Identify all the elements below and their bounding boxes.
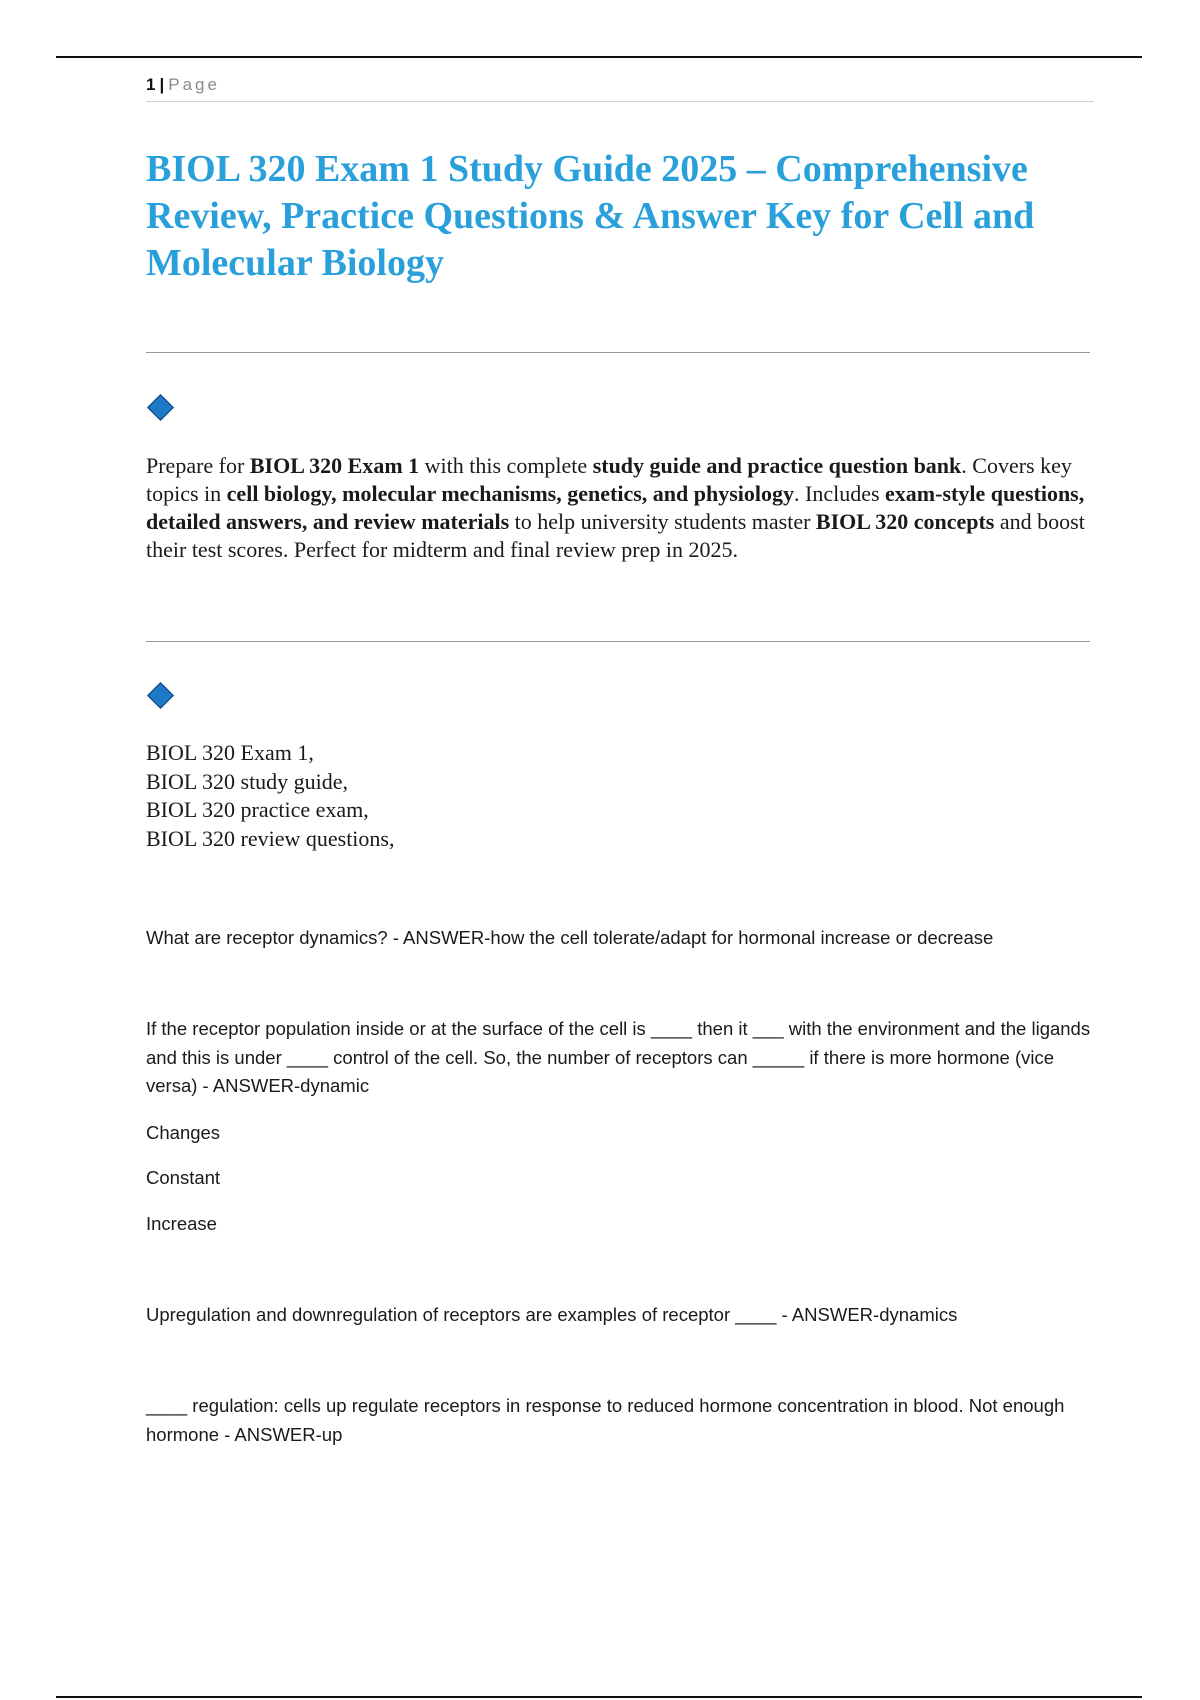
intro-text: . Covers key topics in	[146, 453, 1072, 506]
intro-bold: BIOL 320 concepts	[815, 509, 995, 534]
question-answer: Upregulation and downregulation of receptors are examples of receptor ____ - ANSWER-dynamics	[146, 1304, 958, 1325]
intro-text: to help university students master	[509, 509, 816, 534]
diamond-icon	[147, 682, 174, 709]
answer-option: Changes	[146, 1122, 221, 1143]
question-answer: What are receptor dynamics? - ANSWER-how the cell tolerate/adapt for hormonal increase or decrease	[146, 927, 994, 948]
keyword-item: BIOL 320 study guide,	[146, 768, 349, 794]
intro-paragraph	[146, 452, 1094, 564]
question-answer: If the receptor population inside or at the surface of the cell is ____ then it ___ with the environment and the ligands and this is under ____ control of the cell. So, the number of receptors can _____ if there is more hormone (vice versa) - ANSWER-dynamic	[146, 1018, 1091, 1096]
keyword-item: BIOL 320 review questions,	[146, 825, 395, 851]
intro-bold: study guide and practice question bank	[592, 453, 962, 478]
keyword-item: BIOL 320 practice exam,	[146, 797, 369, 822]
answer-option: Constant	[146, 1167, 221, 1188]
top-rule	[56, 56, 1142, 58]
document-title: BIOL 320 Exam 1 Study Guide 2025 – Comprehensive Review, Practice Questions & Answer Key for Cell and Molecular Biology	[146, 148, 1035, 284]
keyword-list	[146, 739, 394, 853]
keyword-item: BIOL 320 Exam 1,	[146, 740, 314, 765]
question-answer: ____ regulation: cells up regulate receptors in response to reduced hormone concentration in blood. Not enough hormone - ANSWER-up	[146, 1395, 1065, 1445]
page-header	[146, 75, 1094, 102]
divider-2	[146, 641, 1090, 642]
diamond-icon	[147, 394, 174, 421]
page-separator: |	[159, 75, 165, 94]
intro-text: and boost their test scores. Perfect for midterm and final review prep in 2025.	[146, 509, 1085, 562]
intro-text: Prepare for	[146, 453, 250, 478]
intro-text: with this complete	[419, 453, 593, 478]
page-word: Page	[168, 75, 220, 94]
answer-option: Increase	[146, 1213, 217, 1234]
intro-bold: exam-style questions, detailed answers, and review materials	[146, 481, 1085, 534]
page-number: 1	[146, 75, 156, 94]
intro-text: . Includes	[794, 481, 886, 506]
bottom-rule	[56, 1696, 1142, 1698]
divider-1	[146, 352, 1090, 353]
intro-bold: BIOL 320 Exam 1	[249, 453, 420, 478]
intro-bold: cell biology, molecular mechanisms, genetics, and physiology	[226, 481, 794, 506]
